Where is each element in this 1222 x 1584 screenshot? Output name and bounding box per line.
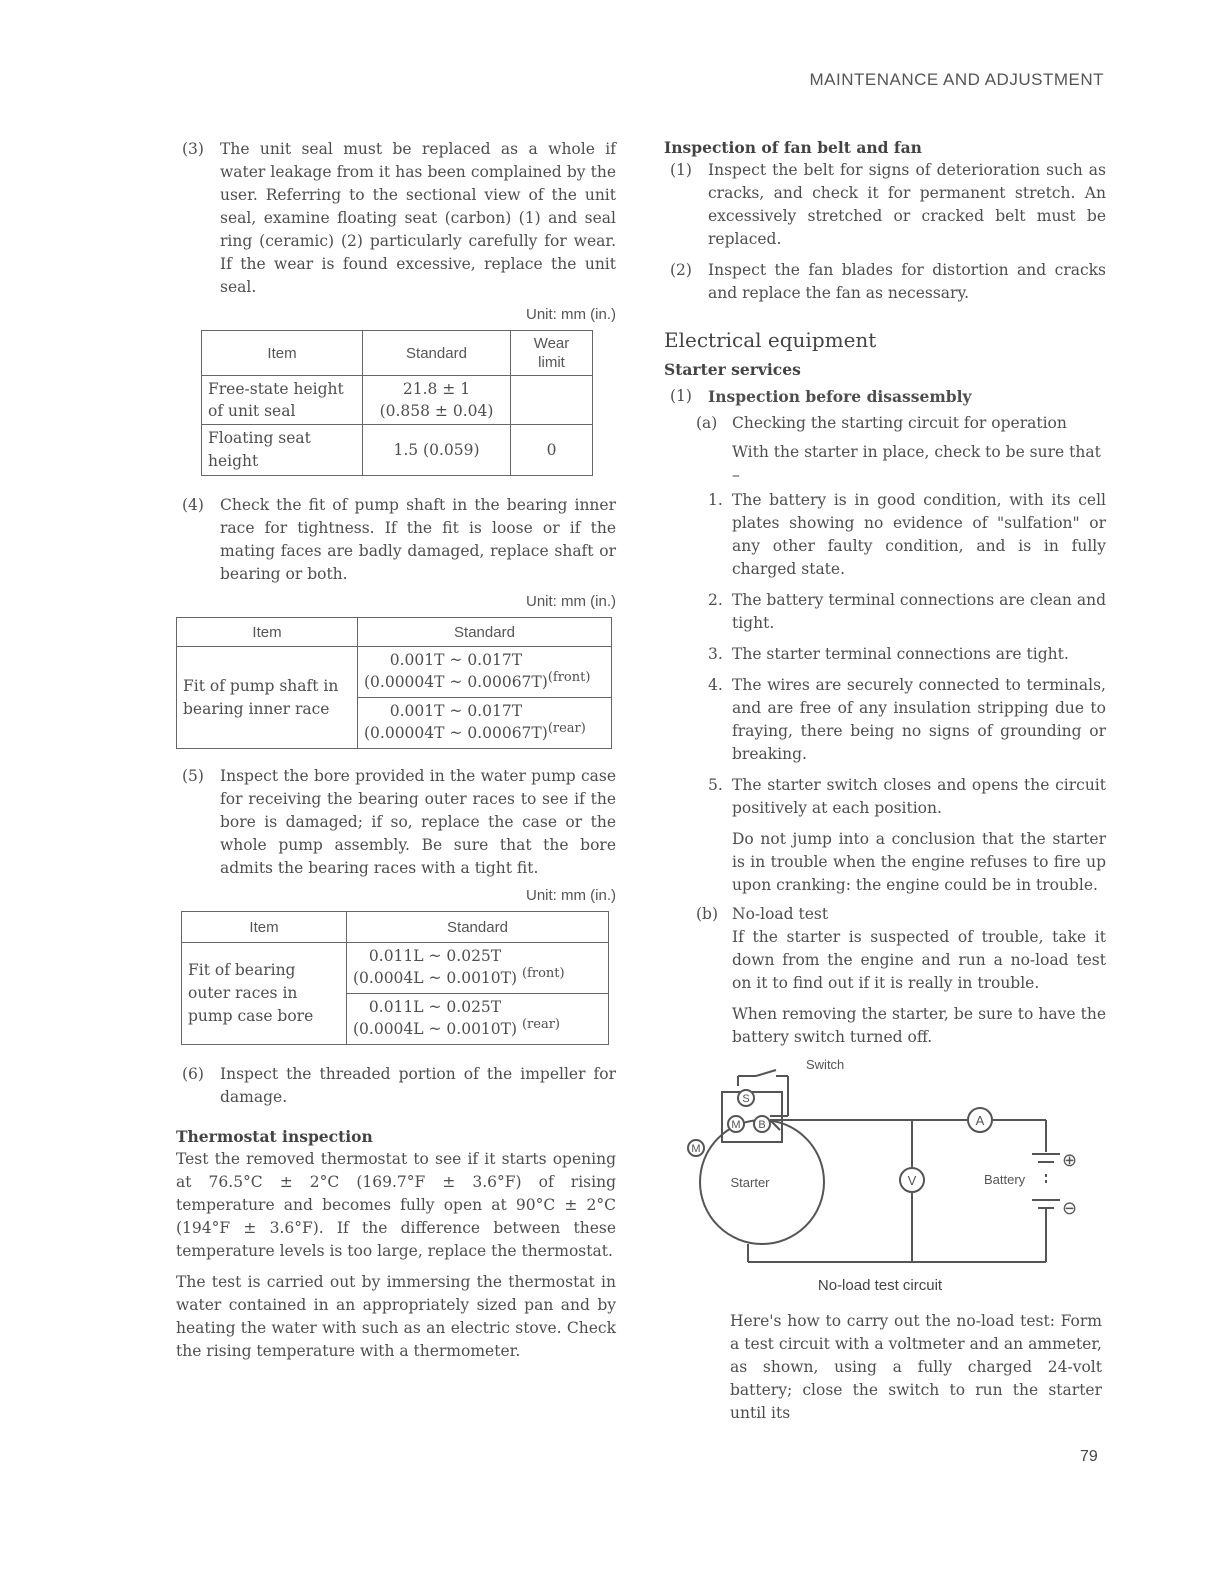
check-list (664, 489, 1106, 820)
final-paragraph: Here's how to carry out the no-load test: Form a test circuit with a voltmeter and an ammeter, as shown, using a fully charged 24-volt battery; close the switch to run the starter until its (730, 1312, 1102, 1422)
left-column (176, 138, 616, 1363)
paragraph-number: (4) (182, 496, 204, 514)
thermostat-paragraph-2: The test is carried out by immersing the thermostat in water contained in an appropriately sized pan and by heating the water with such as an electric stove. Check the rising temperature with a thermometer. (176, 1273, 616, 1360)
list-item (664, 489, 1106, 581)
column-header-item: Item (177, 618, 358, 647)
list-item-number: 3. (708, 645, 723, 663)
ammeter-label: A (975, 1113, 985, 1128)
thermostat-paragraph-1: Test the removed thermostat to see if it starts opening at 76.5°C ± 2°C (169.7°F ± 3.6°F) of rising temperature and becomes fully open at 90°C ± 2°C (194°F ± 3.6°F). If the difference between these temperature levels is too large, replace the thermostat. (176, 1150, 616, 1260)
column-header-standard: Standard (363, 331, 511, 376)
table-cell: 0.001T ~ 0.017T (0.00004T ~ 0.00067T)$^{(rear)}$ (358, 698, 612, 749)
paragraph-6 (176, 1063, 616, 1109)
paragraph-4 (176, 494, 616, 586)
paragraph-3 (176, 138, 616, 299)
list-item-number: 1. (708, 491, 723, 509)
terminal-m-label: M (731, 1119, 741, 1131)
running-header: MAINTENANCE AND ADJUSTMENT (809, 70, 1104, 89)
table-unit-label: Unit: mm (in.) (526, 887, 616, 904)
list-item-number: 4. (708, 676, 723, 694)
table-cell: 21.8 ± 1 (0.858 ± 0.04) (363, 376, 511, 425)
battery-label: Battery (984, 1172, 1026, 1187)
starter-label: Starter (730, 1175, 770, 1190)
starter-services-heading: Starter services (664, 360, 801, 379)
table-cell: Fit of bearing outer races in pump case bore (182, 943, 347, 1045)
list-item-text: The starter terminal connections are tight. (732, 645, 1069, 663)
list-item-text: The wires are securely connected to terminals, and are free of any insulation stripping due to fraying, there being no signs of grounding or breaking. (732, 676, 1106, 763)
list-item-text: The battery terminal connections are clean and tight. (732, 591, 1106, 632)
paragraph-text: The unit seal must be replaced as a whole if water leakage from it has been complained by the user. Referring to the sectional view of the unit seal, examine floating seat (carbon) (1) and seal ring (ceramic) (2) particularly carefully for wear. If the wear is found excessive, replace the unit seal. (220, 140, 616, 296)
terminal-m-body-label: M (691, 1143, 701, 1155)
thermostat-heading: Thermostat inspection (176, 1127, 373, 1146)
table-cell: 0.011L ~ 0.025T (0.0004L ~ 0.0010T) $^{(front)}$ (347, 943, 609, 994)
electrical-heading: Electrical equipment (664, 328, 877, 352)
plus-terminal-icon: ⊕ (1062, 1150, 1078, 1170)
paragraph-number: (3) (182, 140, 204, 158)
column-header-wear-limit: Wear limit (511, 331, 593, 376)
table-cell: Free-state height of unit seal (202, 376, 363, 425)
voltmeter-label: V (907, 1173, 917, 1188)
table-cell: Floating seat height (202, 425, 363, 476)
switch-lever (756, 1070, 776, 1076)
check-intro: With the starter in place, check to be sure that – (732, 443, 1101, 484)
list-item-text: The starter switch closes and opens the circuit positively at each position. (732, 776, 1106, 817)
list-item-text: The battery is in good condition, with its cell plates showing no evidence of "sulfation" or any other faulty condition, and is in fully charged state. (732, 491, 1106, 578)
subsection-b-heading: (b) No-load test (696, 905, 829, 923)
paragraph-text: Check the fit of pump shaft in the bearing inner race for tightness. If the fit is loose or if the mating faces are badly damaged, replace shaft or bearing or both. (220, 496, 616, 583)
fan-item-1: (1) Inspect the belt for signs of deterioration such as cracks, and check it for permanent stretch. An excessively stretched or cracked belt must be replaced. (670, 161, 1106, 248)
column-header-item: Item (202, 331, 363, 376)
paragraph-number: (5) (182, 767, 204, 785)
minus-terminal-icon: ⊖ (1062, 1198, 1078, 1218)
terminal-b-label: B (758, 1119, 766, 1131)
list-item-number: 5. (708, 776, 723, 794)
table-cell: 0 (511, 425, 593, 476)
switch-label: Switch (806, 1057, 845, 1072)
list-item (664, 674, 1106, 766)
column-header-standard: Standard (347, 912, 609, 943)
table-cell: 1.5 (0.059) (363, 425, 511, 476)
no-load-paragraph-2: When removing the starter, be sure to have the battery switch turned off. (732, 1005, 1106, 1046)
table-cell: 0.001T ~ 0.017T (0.00004T ~ 0.00067T)$^{(front)}$ (358, 647, 612, 698)
right-column (664, 136, 1106, 1049)
list-item (664, 774, 1106, 820)
paragraph-text: Inspect the threaded portion of the impeller for damage. (220, 1065, 616, 1106)
note-paragraph: Do not jump into a conclusion that the starter is in trouble when the engine refuses to fire up upon cranking: the engine could be in trouble. (732, 830, 1106, 894)
pump-shaft-fit-table (176, 617, 612, 749)
table-cell: Fit of pump shaft in bearing inner race (177, 647, 358, 749)
paragraph-5 (176, 765, 616, 880)
unit-seal-table (201, 330, 593, 476)
terminal-s-label: S (742, 1093, 750, 1105)
column-header-item: Item (182, 912, 347, 943)
no-load-test-circuit-diagram (680, 1050, 1100, 1300)
diagram-caption: No-load test circuit (817, 1277, 943, 1294)
inspection-heading: (1) Inspection before disassembly (670, 387, 972, 406)
page-number: 79 (1080, 1448, 1098, 1465)
column-header-standard: Standard (358, 618, 612, 647)
outer-race-fit-table (181, 911, 609, 1045)
list-item (664, 643, 1106, 666)
fan-item-2: (2) Inspect the fan blades for distortion and cracks and replace the fan as necessary. (670, 261, 1106, 302)
paragraph-text: Inspect the bore provided in the water pump case for receiving the bearing outer races to see if the bore is damaged; if so, replace the case or the whole pump assembly. Be sure that the bore admits the bearing races with a tight fit. (220, 767, 616, 877)
table-cell: 0.011L ~ 0.025T (0.0004L ~ 0.0010T) $^{(rear)}$ (347, 994, 609, 1045)
list-item (664, 589, 1106, 635)
no-load-paragraph-1: If the starter is suspected of trouble, take it down from the engine and run a no-load test on it to find out if it is really in trouble. (732, 928, 1106, 992)
list-item-number: 2. (708, 591, 723, 609)
paragraph-number: (6) (182, 1065, 204, 1083)
table-unit-label: Unit: mm (in.) (526, 593, 616, 610)
fan-heading: Inspection of fan belt and fan (664, 138, 922, 157)
table-cell (511, 376, 593, 425)
subsection-a-heading: (a) Checking the starting circuit for operation (696, 414, 1067, 432)
table-unit-label: Unit: mm (in.) (526, 306, 616, 323)
